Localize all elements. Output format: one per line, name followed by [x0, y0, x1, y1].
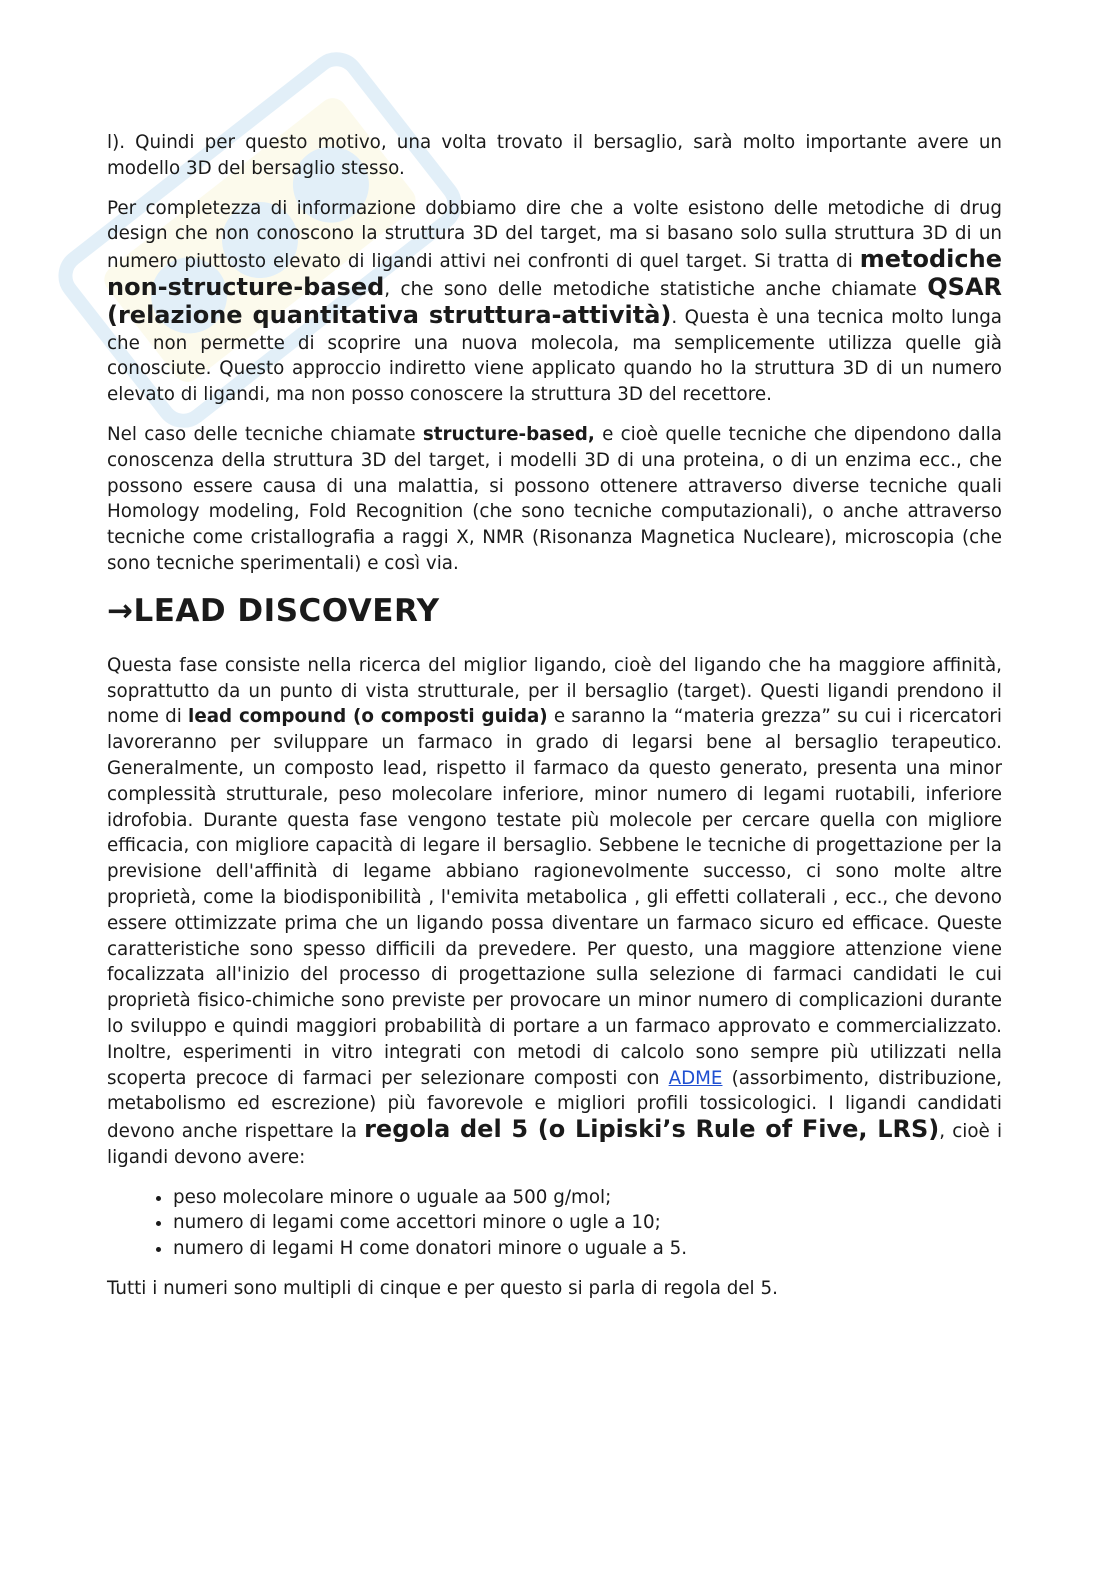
paragraph-2: Per completezza di informazione dobbiamo dire che a volte esistono delle metodiche di drug design che non conoscono la struttura 3D del target, ma si basano solo sulla struttura 3D di un numero piuttosto elevato di ligandi attivi nei confronti di quel target. Si tratta di metodiche non-structure-based, che sono delle metodiche statistiche anche chiamate QSAR (relazione quantitativa struttura-attività). Questa è una tecnica molto lunga che non permette di scoprire una nuova molecola, ma semplicemente utilizza quelle già conosciute. Questo approccio indiretto viene applicato quando ho la struttura 3D di un numero elevato di ligandi, ma non posso conoscere la struttura 3D del recettore. [107, 197, 1002, 406]
adme-link[interactable]: ADME [668, 1067, 723, 1089]
list-item: • numero di legami come accettori minore o ugle a 10; [173, 1210, 1002, 1236]
paragraph-1: l). Quindi per questo motivo, una volta trovato il bersaglio, sarà molto importante avere un modello 3D del bersaglio stesso. [107, 132, 1002, 179]
bullet-list [107, 1185, 1002, 1262]
paragraph-5: Tutti i numeri sono multipli di cinque e per questo si parla di regola del 5. [107, 1278, 778, 1300]
heading-text: LEAD DISCOVERY [133, 592, 440, 629]
bold-term-rule-of-five: regola del 5 (o Lipiski’s Rule of Five, LRS) [364, 1115, 940, 1144]
document-page [107, 130, 1002, 1316]
list-item: • peso molecolare minore o uguale aa 500 g/mol; [173, 1185, 1002, 1211]
list-item: • numero di legami H come donatori minore o uguale a 5. [173, 1236, 1002, 1262]
bold-term-lead-compound: lead compound (o composti guida) [188, 706, 548, 728]
section-heading [107, 591, 1002, 631]
bold-term-non-structure-based: metodiche non-structure-based [107, 245, 1002, 301]
arrow-icon: → [107, 592, 134, 629]
paragraph-3: Nel caso delle tecniche chiamate structure-based, e cioè quelle tecniche che dipendono dalla conoscenza della struttura 3D del target, i modelli 3D di una proteina, o di un enzima ecc., che possono essere causa di una malattia, si possono ottenere attraverso diverse tecniche quali Homology modeling, Fold Recognition (che sono tecniche computazionali), o anche attraverso tecniche come cristallografia a raggi X, NMR (Risonanza Magnetica Nucleare), microscopia (che sono tecniche sperimentali) e così via. [107, 423, 1002, 574]
paragraph-4: Questa fase consiste nella ricerca del miglior ligando, cioè del ligando che ha maggiore affinità, soprattutto da un punto di vista strutturale, per il bersaglio (target). Questi ligandi prendono il nome di lead compound (o composti guida) e saranno la “materia grezza” su cui i ricercatori lavoreranno per sviluppare un farmaco in grado di legarsi bene al bersaglio terapeutico. Generalmente, un composto lead, rispetto il farmaco da questo generato, presenta una minor complessità strutturale, peso molecolare inferiore, minor numero di legami ruotabili, inferiore idrofobia. Durante questa fase vengono testate più molecole per cercare quella con migliore efficacia, con migliore capacità di legare il bersaglio. Sebbene le tecniche di progettazione per la previsione dell'affinità di legame abbiano ragionevolmente successo, ci sono molte altre proprietà, come la biodisponibilità , l'emivita metabolica , gli effetti collaterali , ecc., che devono essere ottimizzate prima che un ligando possa diventare un farmaco sicuro ed efficace. Queste caratteristiche sono spesso difficili da prevedere. Per questo, una maggiore attenzione viene focalizzata all'inizio del processo di progettazione sulla selezione di farmaci candidati le cui proprietà fisico-chimiche sono previste per provocare un minor numero di complicazioni durante lo sviluppo e quindi maggiori probabilità di portare a un farmaco approvato e commercializzato. Inoltre, esperimenti in vitro integrati con metodi di calcolo sono sempre più utilizzati nella scoperta precoce di farmaci per selezionare composti con ADME (assorbimento, distribuzione, metabolismo ed escrezione) più favorevole e migliori profili tossicologici. I ligandi candidati devono anche rispettare la regola del 5 (o Lipiski’s Rule of Five, LRS), cioè i ligandi devono avere: [107, 654, 1003, 1168]
bold-term-structure-based: structure-based, [422, 423, 595, 445]
bold-term-qsar: QSAR (relazione quantitativa struttura-attività) [107, 272, 1002, 329]
